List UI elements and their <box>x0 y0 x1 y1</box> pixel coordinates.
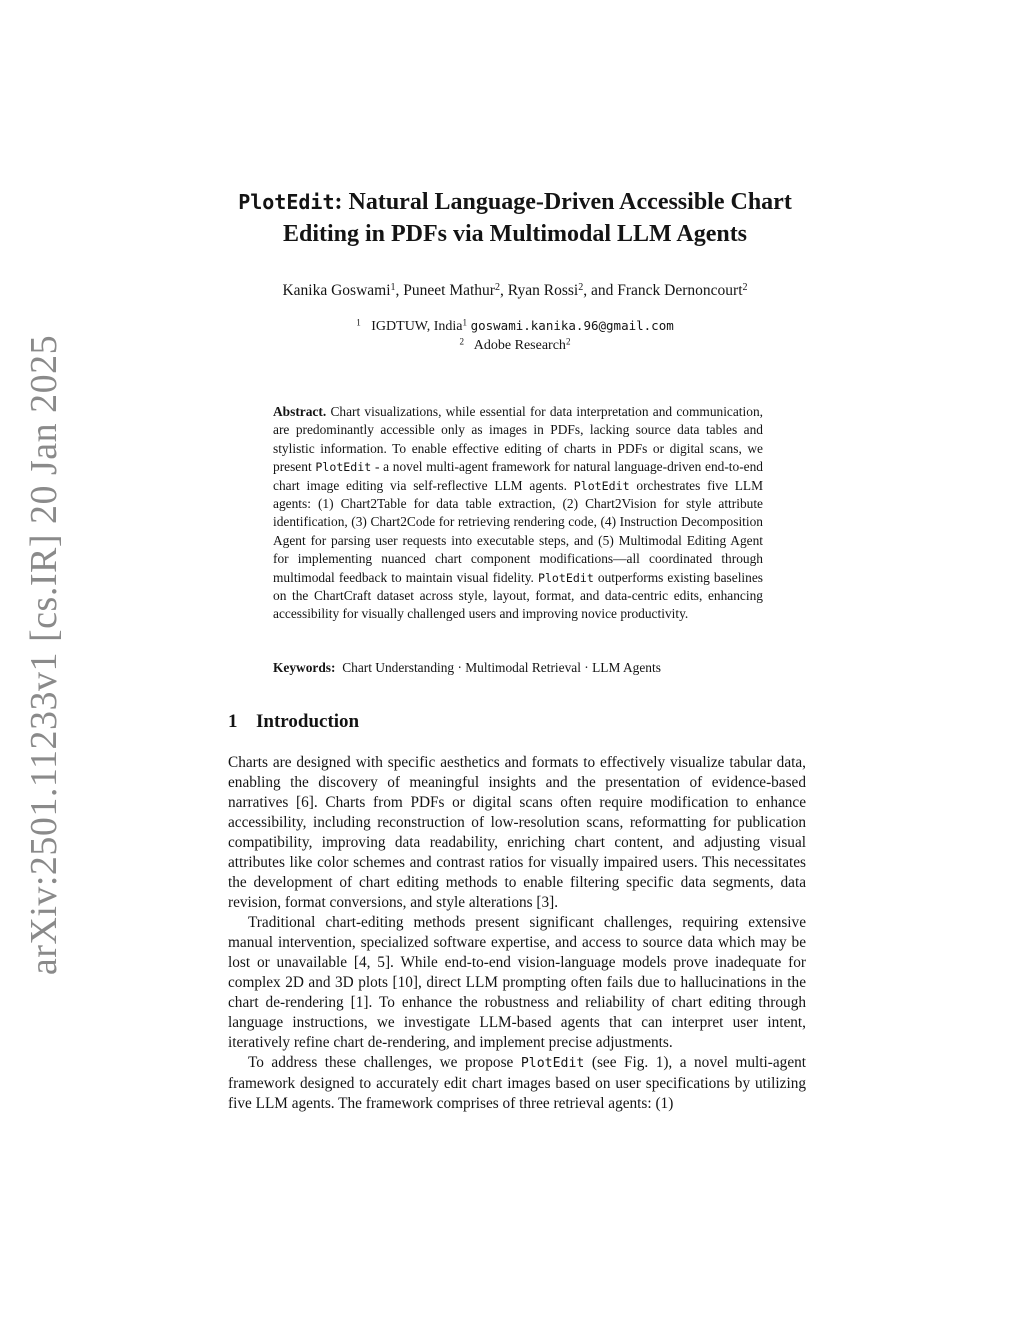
title-text: : Natural Language-Driven Accessible Chart Editing in PDFs via Multimodal LLM Agents <box>282 189 792 247</box>
keywords-list: Chart Understanding · Multimodal Retrieval · LLM Agents <box>342 660 661 675</box>
arxiv-sidebar <box>0 0 90 1325</box>
author: Ryan Rossi$^2$, and <box>507 281 618 299</box>
author-email[interactable]: goswami.kanika.96@gmail.com <box>470 318 674 333</box>
affiliation-2: $^2$ Adobe Research$^2$ <box>459 336 571 353</box>
author-list <box>200 282 830 300</box>
author: Franck Dernoncourt$^2$ <box>617 281 748 299</box>
paragraph: To address these challenges, we propose PlotEdit (see Fig. 1), a novel multi-agent framework designed to accurately edit chart images based on user specifications by utilizing five LLM agents. The framework comprises of three retrieval agents: (1) <box>228 1054 807 1112</box>
code-name: PlotEdit <box>315 460 372 475</box>
code-name: PlotEdit <box>537 570 594 585</box>
paper-title <box>210 186 820 250</box>
paragraph: Traditional chart-editing methods present significant challenges, requiring extensive manual intervention, specialized software expertise, and access to source data which may be lost or unavailable [4, 5]. While end-to-end vision-language models prove inadequate for complex 2D and 3D plots [10], direct LLM prompting often fails due to hallucinations in the chart de-rendering [1]. To enhance the robustness and reliability of chart editing through language instructions, we investigate LLM-based agents that can interpret user intent, iteratively refine chart de-rendering, and implement precise adjustments. <box>228 914 806 1051</box>
abstract: Abstract. Chart visualizations, while essential for data interpretation and communication, are predominantly accessible only as images in PDFs, lacking source data tables and stylistic information. To enable effective editing of charts in PDFs or digital scans, we present PlotEdit - a novel multi-agent framework for natural language-driven end-to-end chart image editing via self-reflective LLM agents. PlotEdit orchestrates five LLM agents: (1) Chart2Table for data table extraction, (2) Chart2Vision for style attribute identification, (3) Chart2Code for retrieving rendering code, (4) Instruction Decomposition Agent for parsing user requests into executable steps, and (5) Multimodal Editing Agent for implementing nuanced chart component modifications—all coordinated through multimodal feedback to maintain visual fidelity. PlotEdit outperforms existing baselines on the ChartCraft dataset across style, layout, format, and data-centric edits, enhancing accessibility for visually challenged users and improving novice productivity. <box>273 404 763 622</box>
author: Puneet Mathur$^2$, <box>403 281 508 299</box>
section-title: Introduction <box>256 711 360 732</box>
introduction-body <box>228 753 806 1114</box>
code-name: PlotEdit <box>573 478 630 493</box>
arxiv-identifier: arXiv:2501.11233v1 [cs.IR] 20 Jan 2025 <box>23 334 65 976</box>
author: Kanika Goswami$^1$, <box>282 281 404 299</box>
abstract-label: Abstract. <box>273 404 327 419</box>
paragraph: Charts are designed with specific aesthetics and formats to effectively visualize tabular data, enabling the discovery of meaningful insights and the presentation of evidence-based narratives [6]. Charts from PDFs or digital scans often require modification to enhance accessibility, including reconstruction of low-resolution scans, reformatting for publication compatibility, improving data readability, enriching chart content, and adjusting visual attributes like color schemes and contrast ratios for visually impaired users. This necessitates the development of chart editing methods to enable filtering specific data segments, data revision, format conversions, and style alterations [3]. <box>228 754 806 911</box>
keywords-label: Keywords: <box>273 660 336 675</box>
section-heading <box>228 711 359 733</box>
title-code-name: PlotEdit <box>238 190 335 214</box>
code-name: PlotEdit <box>520 1056 585 1071</box>
affiliation-1: $^1$ IGDTUW, India$^1$ goswami.kanika.96@gmail.com <box>356 317 674 334</box>
keywords <box>273 660 773 676</box>
section-number: 1 <box>228 711 238 732</box>
